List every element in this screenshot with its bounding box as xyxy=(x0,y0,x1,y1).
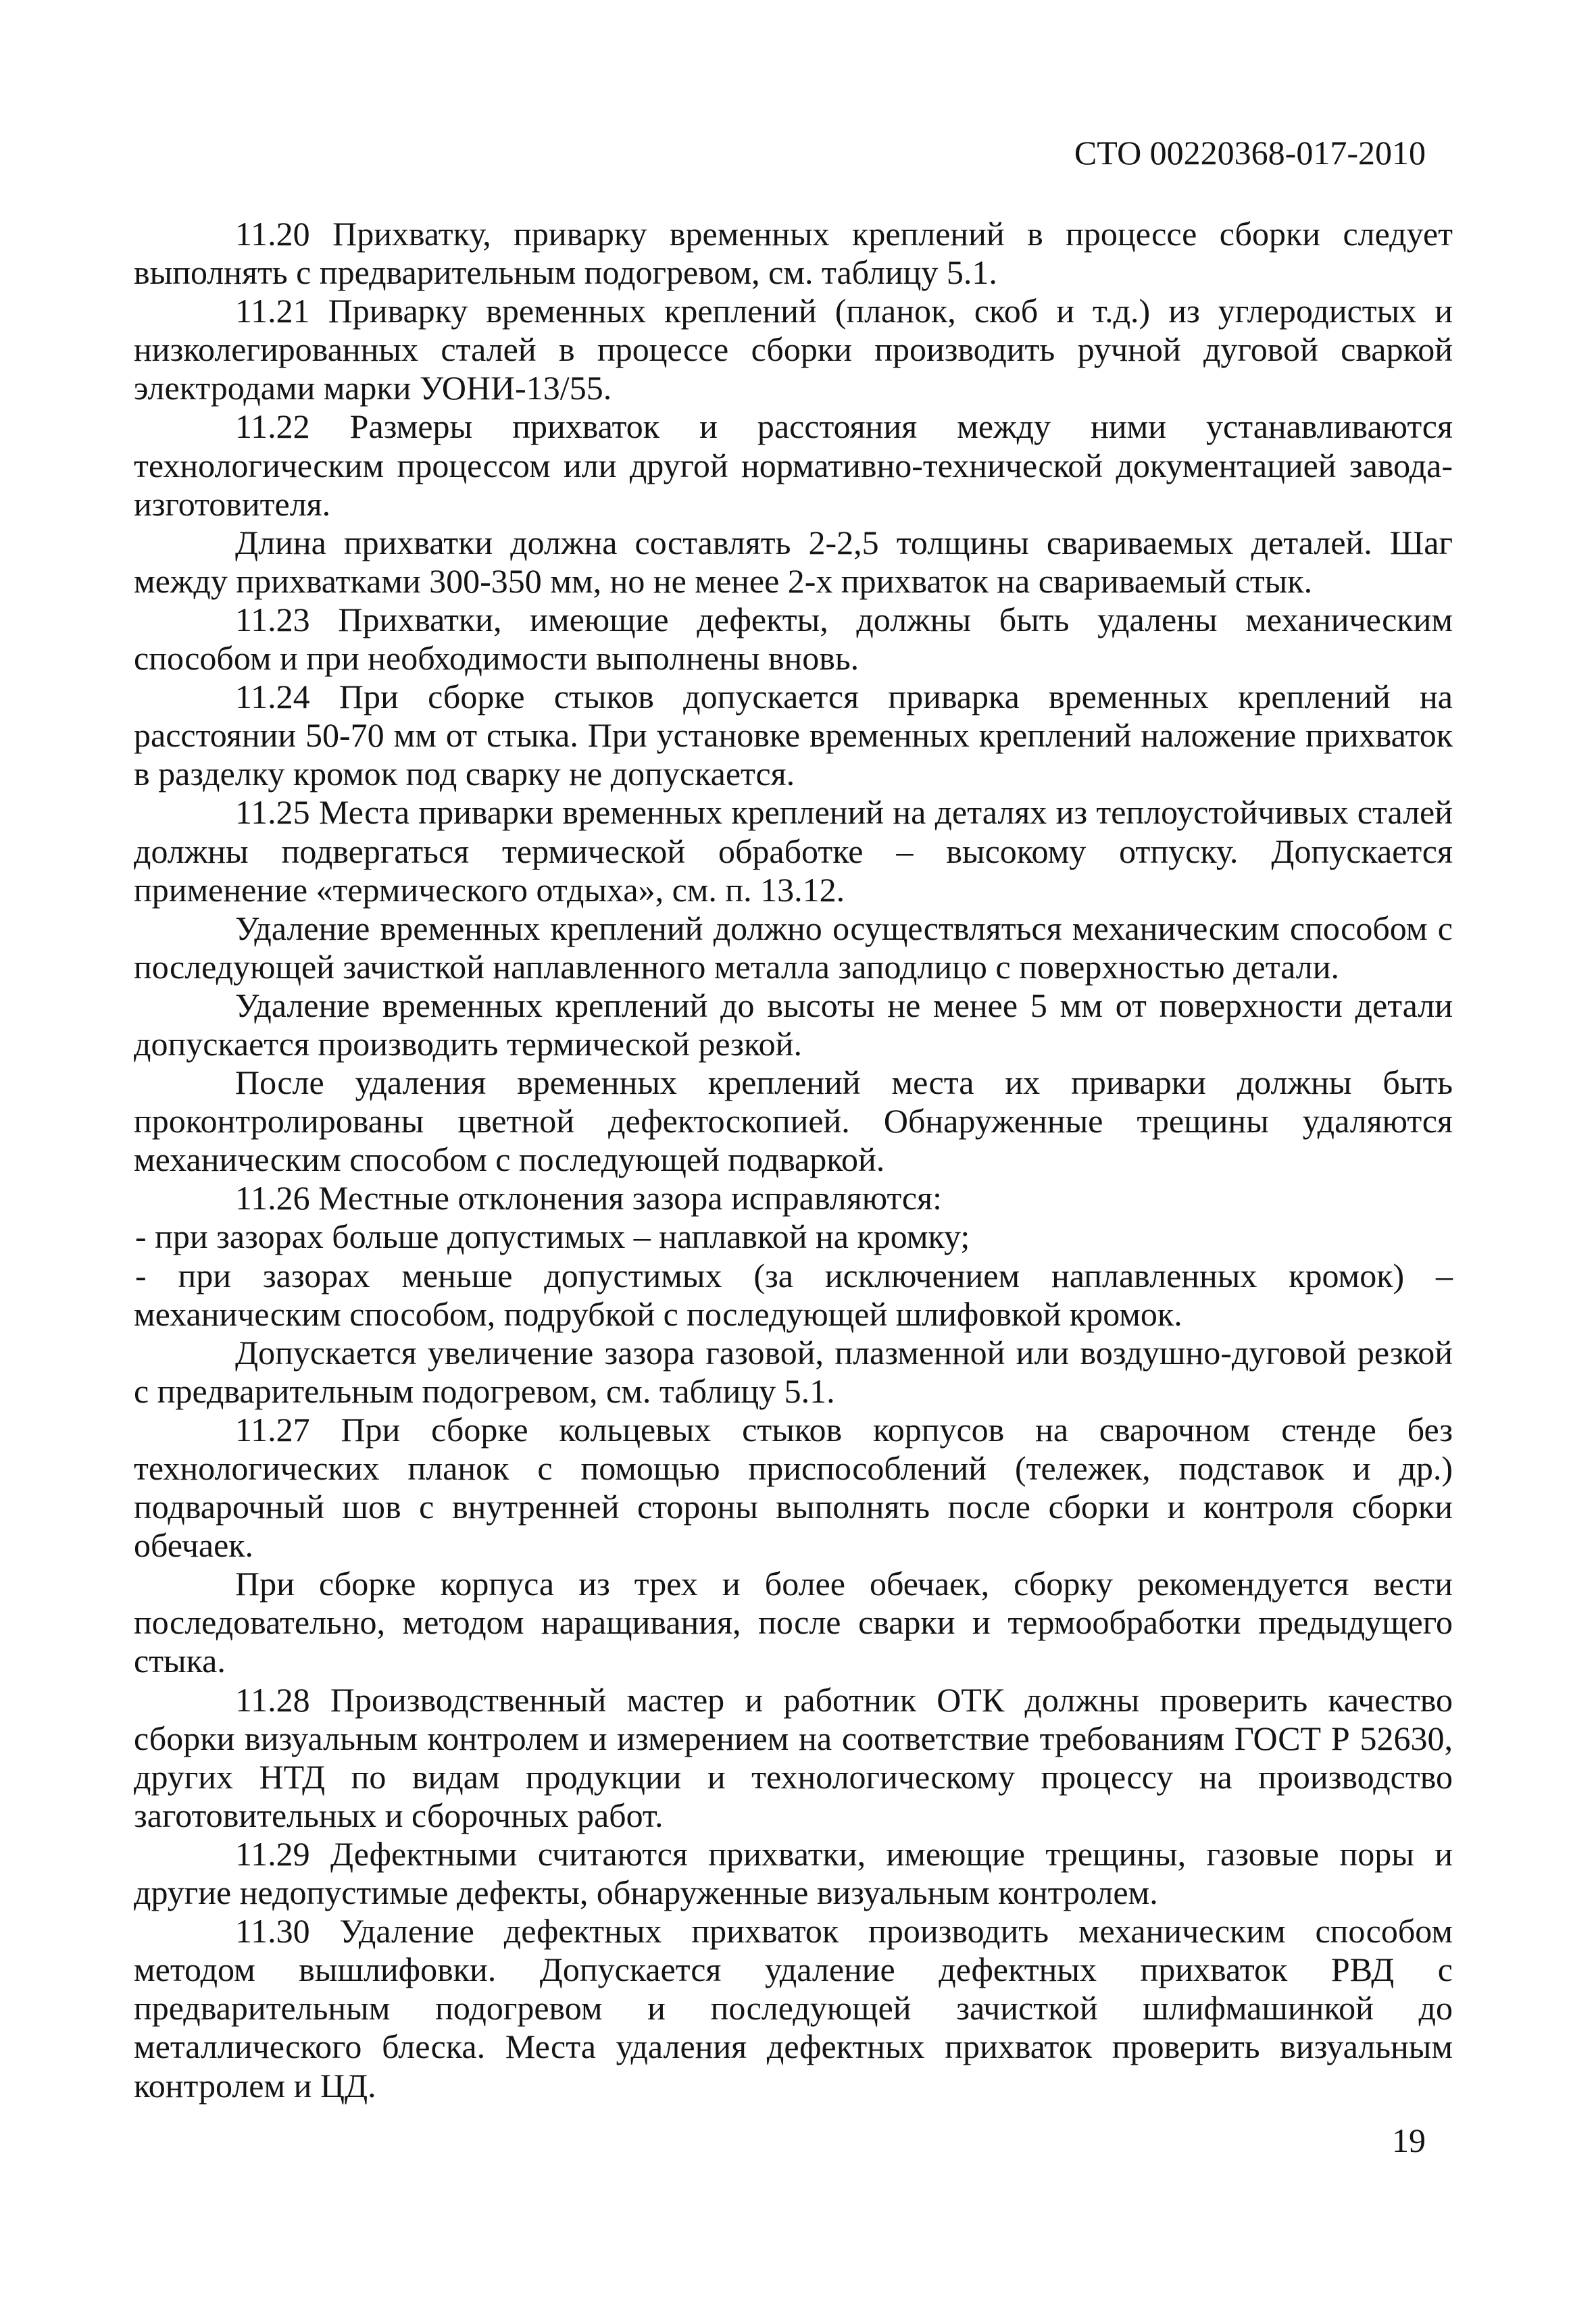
paragraph-11-28: 11.28 Производственный мастер и работник ОТК должны проверить качество сборки визуальным контролем и измерением на соответствие требованиям ГОСТ Р 52630, других НТД по видам продукции и технологическому процессу на производство заготовительных и сборочных работ. xyxy=(134,1680,1453,1834)
paragraph-11-26: 11.26 Местные отклонения зазора исправляются: xyxy=(235,1179,942,1217)
paragraph-11-27: 11.27 При сборке кольцевых стыков корпусов на сварочном стенде без технологических планок с помощью приспособлений (тележек, подставок и др.) подварочный шов с внутренней стороны выполнять после сборки и контроля сборки обечаек. xyxy=(134,1410,1453,1565)
paragraph-11-29: 11.29 Дефектными считаются прихватки, имеющие трещины, газовые поры и другие недопустимые дефекты, обнаруженные визуальным контролем. xyxy=(134,1834,1453,1912)
paragraph-tack-length: Длина прихватки должна составлять 2-2,5 толщины свариваемых деталей. Шаг между прихватками 300-350 мм, но не менее 2-х прихваток на свариваемый стык. xyxy=(134,523,1453,600)
document-code-header: СТО 00220368-017-2010 xyxy=(1074,134,1426,172)
paragraph-11-25: 11.25 Места приварки временных креплений на деталях из теплоустойчивых сталей должны подвергаться термической обработке – высокому отпуску. Допускается применение «термического отдыха», см. п. 13.12. xyxy=(134,793,1453,909)
document-body xyxy=(134,215,1453,2105)
paragraph-11-30: 11.30 Удаление дефектных прихваток производить механическим способом методом вышлифовки. Допускается удаление дефектных прихваток РВД с предварительным подогревом и последующей зачисткой шлифмашинкой до металлического блеска. Места удаления дефектных прихваток проверить визуальным контролем и ЦД. xyxy=(134,1912,1453,2105)
paragraph-removal-thermal: Удаление временных креплений до высоты не менее 5 мм от поверхности детали допускается производить термической резкой. xyxy=(134,986,1453,1063)
paragraph-11-24: 11.24 При сборке стыков допускается приварка временных креплений на расстоянии 50-70 мм от стыка. При установке временных креплений наложение прихваток в разделку кромок под сварку не допускается. xyxy=(134,678,1453,793)
paragraph-11-22: 11.22 Размеры прихваток и расстояния между ними устанавливаются технологическим процессом или другой нормативно-технической документацией завода-изготовителя. xyxy=(134,407,1453,523)
paragraph-multi-shell-assembly: При сборке корпуса из трех и более обечаек, сборку рекомендуется вести последовательно, методом наращивания, после сварки и термообработки предыдущего стыка. xyxy=(134,1565,1453,1680)
page-number: 19 xyxy=(1392,2121,1426,2159)
paragraph-gap-increase: Допускается увеличение зазора газовой, плазменной или воздушно-дуговой резкой с предварительным подогревом, см. таблицу 5.1. xyxy=(134,1333,1453,1410)
list-item-gap-larger: - при зазорах больше допустимых – наплавкой на кромку; xyxy=(135,1217,970,1256)
paragraph-11-23: 11.23 Прихватки, имеющие дефекты, должны быть удалены механическим способом и при необходимости выполнены вновь. xyxy=(134,600,1453,678)
paragraph-11-21: 11.21 Приварку временных креплений (планок, скоб и т.д.) из углеродистых и низколегированных сталей в процессе сборки производить ручной дуговой сваркой электродами марки УОНИ-13/55. xyxy=(134,292,1453,407)
list-item-gap-smaller: - при зазорах меньше допустимых (за исключением наплавленных кромок) – механическим способом, подрубкой с последующей шлифовкой кромок. xyxy=(134,1256,1453,1333)
paragraph-removal-mechanical: Удаление временных креплений должно осуществляться механическим способом с последующей зачисткой наплавленного металла заподлицо с поверхностью детали. xyxy=(134,909,1453,986)
paragraph-inspection-after-removal: После удаления временных креплений места их приварки должны быть проконтролированы цветной дефектоскопией. Обнаруженные трещины удаляются механическим способом с последующей подваркой. xyxy=(134,1063,1453,1179)
paragraph-11-20: 11.20 Прихватку, приварку временных креплений в процессе сборки следует выполнять с предварительным подогревом, см. таблицу 5.1. xyxy=(134,215,1453,292)
